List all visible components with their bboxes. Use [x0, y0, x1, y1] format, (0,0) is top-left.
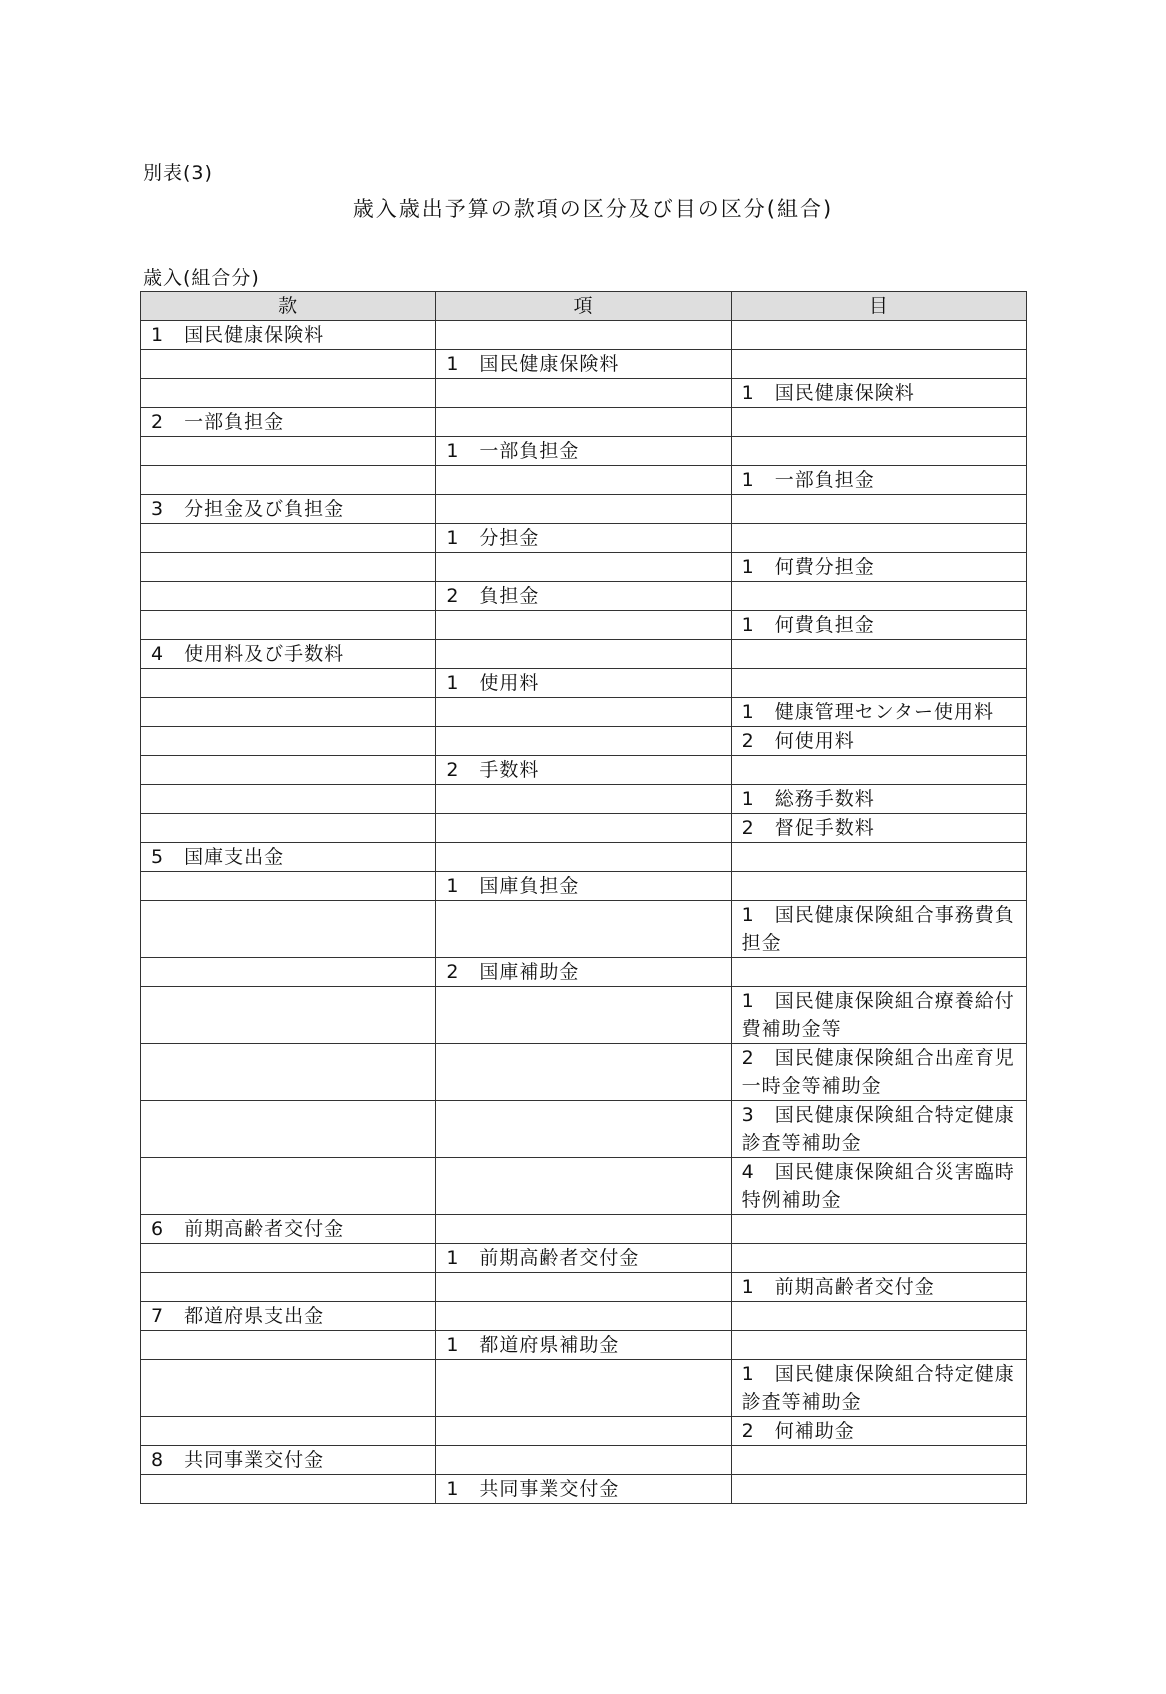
- cell-moku: [731, 1331, 1026, 1360]
- table-row: [141, 524, 1027, 553]
- cell-kan: [141, 524, 436, 553]
- cell-kan: 6 前期高齢者交付金: [141, 1215, 436, 1244]
- cell-moku: [731, 872, 1026, 901]
- cell-kan: [141, 1417, 436, 1446]
- table-row: [141, 1446, 1027, 1475]
- header-moku: 目: [731, 292, 1026, 321]
- cell-moku: 1 何費分担金: [731, 553, 1026, 582]
- table-row: [141, 553, 1027, 582]
- table-row: [141, 379, 1027, 408]
- table-row: [141, 466, 1027, 495]
- cell-moku: [731, 1244, 1026, 1273]
- header-kou: 項: [436, 292, 731, 321]
- cell-moku: 1 国民健康保険組合療養給付費補助金等: [731, 987, 1026, 1044]
- cell-kou: 1 国民健康保険料: [436, 350, 731, 379]
- cell-kou: [436, 785, 731, 814]
- cell-kan: [141, 785, 436, 814]
- table-row: [141, 1215, 1027, 1244]
- cell-moku: [731, 495, 1026, 524]
- cell-moku: 1 一部負担金: [731, 466, 1026, 495]
- cell-kou: [436, 408, 731, 437]
- cell-kan: [141, 958, 436, 987]
- cell-kou: 1 一部負担金: [436, 437, 731, 466]
- cell-kou: [436, 814, 731, 843]
- cell-kou: [436, 1446, 731, 1475]
- table-row: [141, 1331, 1027, 1360]
- cell-moku: 1 国民健康保険料: [731, 379, 1026, 408]
- cell-kou: 1 分担金: [436, 524, 731, 553]
- cell-moku: 1 健康管理センター使用料: [731, 698, 1026, 727]
- cell-kan: [141, 698, 436, 727]
- header-kan: 款: [141, 292, 436, 321]
- table-row: [141, 1302, 1027, 1331]
- cell-kan: [141, 814, 436, 843]
- cell-kan: [141, 1273, 436, 1302]
- cell-kan: [141, 611, 436, 640]
- cell-kan: 4 使用料及び手数料: [141, 640, 436, 669]
- cell-kan: [141, 669, 436, 698]
- table-row: [141, 872, 1027, 901]
- cell-kou: [436, 379, 731, 408]
- cell-moku: 1 前期高齢者交付金: [731, 1273, 1026, 1302]
- cell-kou: [436, 611, 731, 640]
- table-row: [141, 1101, 1027, 1158]
- cell-kou: [436, 640, 731, 669]
- cell-kan: [141, 379, 436, 408]
- table-row: [141, 1244, 1027, 1273]
- budget-table: [140, 291, 1027, 1504]
- table-row: [141, 958, 1027, 987]
- cell-moku: 1 何費負担金: [731, 611, 1026, 640]
- table-row: [141, 495, 1027, 524]
- cell-kan: [141, 350, 436, 379]
- table-row: [141, 1360, 1027, 1417]
- cell-moku: [731, 350, 1026, 379]
- cell-kou: 1 都道府県補助金: [436, 1331, 731, 1360]
- cell-kou: [436, 698, 731, 727]
- cell-kou: 2 負担金: [436, 582, 731, 611]
- cell-kou: [436, 495, 731, 524]
- section-label: 歳入(組合分): [143, 267, 260, 289]
- cell-kan: [141, 1244, 436, 1273]
- cell-moku: [731, 437, 1026, 466]
- table-row: [141, 1417, 1027, 1446]
- table-row: [141, 1158, 1027, 1215]
- cell-kan: [141, 872, 436, 901]
- table-row: [141, 901, 1027, 958]
- table-row: [141, 669, 1027, 698]
- cell-kou: [436, 1273, 731, 1302]
- cell-kan: [141, 466, 436, 495]
- cell-moku: 3 国民健康保険組合特定健康診査等補助金: [731, 1101, 1026, 1158]
- cell-kan: 7 都道府県支出金: [141, 1302, 436, 1331]
- cell-kou: [436, 1101, 731, 1158]
- cell-kou: 2 国庫補助金: [436, 958, 731, 987]
- cell-moku: [731, 1475, 1026, 1504]
- appendix-label: 別表(3): [143, 162, 213, 184]
- cell-kan: [141, 582, 436, 611]
- cell-moku: [731, 1215, 1026, 1244]
- cell-moku: 2 何使用料: [731, 727, 1026, 756]
- cell-kou: 1 共同事業交付金: [436, 1475, 731, 1504]
- cell-moku: 2 何補助金: [731, 1417, 1026, 1446]
- cell-moku: [731, 843, 1026, 872]
- cell-kou: 1 国庫負担金: [436, 872, 731, 901]
- table-row: [141, 408, 1027, 437]
- cell-kan: [141, 553, 436, 582]
- table-row: [141, 437, 1027, 466]
- cell-moku: [731, 524, 1026, 553]
- table-row: [141, 1475, 1027, 1504]
- table-row: [141, 843, 1027, 872]
- cell-moku: [731, 408, 1026, 437]
- cell-kou: [436, 466, 731, 495]
- cell-kou: [436, 843, 731, 872]
- table-row: [141, 1044, 1027, 1101]
- cell-moku: [731, 756, 1026, 785]
- cell-kan: 1 国民健康保険料: [141, 321, 436, 350]
- cell-kou: [436, 1417, 731, 1446]
- cell-kan: [141, 1158, 436, 1215]
- table-row: [141, 727, 1027, 756]
- table-row: [141, 1273, 1027, 1302]
- cell-kou: [436, 1360, 731, 1417]
- table-row: [141, 814, 1027, 843]
- cell-moku: 1 国民健康保険組合事務費負担金: [731, 901, 1026, 958]
- cell-kou: [436, 553, 731, 582]
- table-header-row: [141, 292, 1027, 321]
- cell-kou: 1 使用料: [436, 669, 731, 698]
- table-row: [141, 640, 1027, 669]
- cell-kou: [436, 321, 731, 350]
- cell-moku: 2 督促手数料: [731, 814, 1026, 843]
- cell-kan: [141, 1360, 436, 1417]
- cell-kou: [436, 1215, 731, 1244]
- cell-kan: 3 分担金及び負担金: [141, 495, 436, 524]
- table-row: [141, 321, 1027, 350]
- table-row: [141, 582, 1027, 611]
- cell-moku: [731, 669, 1026, 698]
- cell-kou: 2 手数料: [436, 756, 731, 785]
- cell-moku: [731, 958, 1026, 987]
- cell-kan: [141, 1101, 436, 1158]
- cell-moku: [731, 1302, 1026, 1331]
- cell-moku: [731, 321, 1026, 350]
- cell-moku: 4 国民健康保険組合災害臨時特例補助金: [731, 1158, 1026, 1215]
- cell-kou: 1 前期高齢者交付金: [436, 1244, 731, 1273]
- table-row: [141, 698, 1027, 727]
- cell-kou: [436, 1158, 731, 1215]
- cell-moku: 1 総務手数料: [731, 785, 1026, 814]
- cell-kan: [141, 901, 436, 958]
- table-body: [141, 321, 1027, 1504]
- cell-kan: [141, 437, 436, 466]
- cell-kan: [141, 1044, 436, 1101]
- table-row: [141, 785, 1027, 814]
- cell-kan: [141, 1331, 436, 1360]
- cell-kou: [436, 987, 731, 1044]
- cell-kou: [436, 1044, 731, 1101]
- cell-kan: 5 国庫支出金: [141, 843, 436, 872]
- table-row: [141, 350, 1027, 379]
- cell-moku: [731, 582, 1026, 611]
- table-row: [141, 611, 1027, 640]
- cell-kan: [141, 987, 436, 1044]
- cell-kou: [436, 901, 731, 958]
- cell-kan: 2 一部負担金: [141, 408, 436, 437]
- table-row: [141, 756, 1027, 785]
- cell-kou: [436, 727, 731, 756]
- cell-moku: 1 国民健康保険組合特定健康診査等補助金: [731, 1360, 1026, 1417]
- cell-moku: 2 国民健康保険組合出産育児一時金等補助金: [731, 1044, 1026, 1101]
- cell-kan: 8 共同事業交付金: [141, 1446, 436, 1475]
- cell-kou: [436, 1302, 731, 1331]
- cell-kan: [141, 756, 436, 785]
- cell-moku: [731, 1446, 1026, 1475]
- cell-kan: [141, 727, 436, 756]
- table-row: [141, 987, 1027, 1044]
- cell-kan: [141, 1475, 436, 1504]
- document-title: 歳入歳出予算の款項の区分及び目の区分(組合): [352, 197, 834, 221]
- cell-moku: [731, 640, 1026, 669]
